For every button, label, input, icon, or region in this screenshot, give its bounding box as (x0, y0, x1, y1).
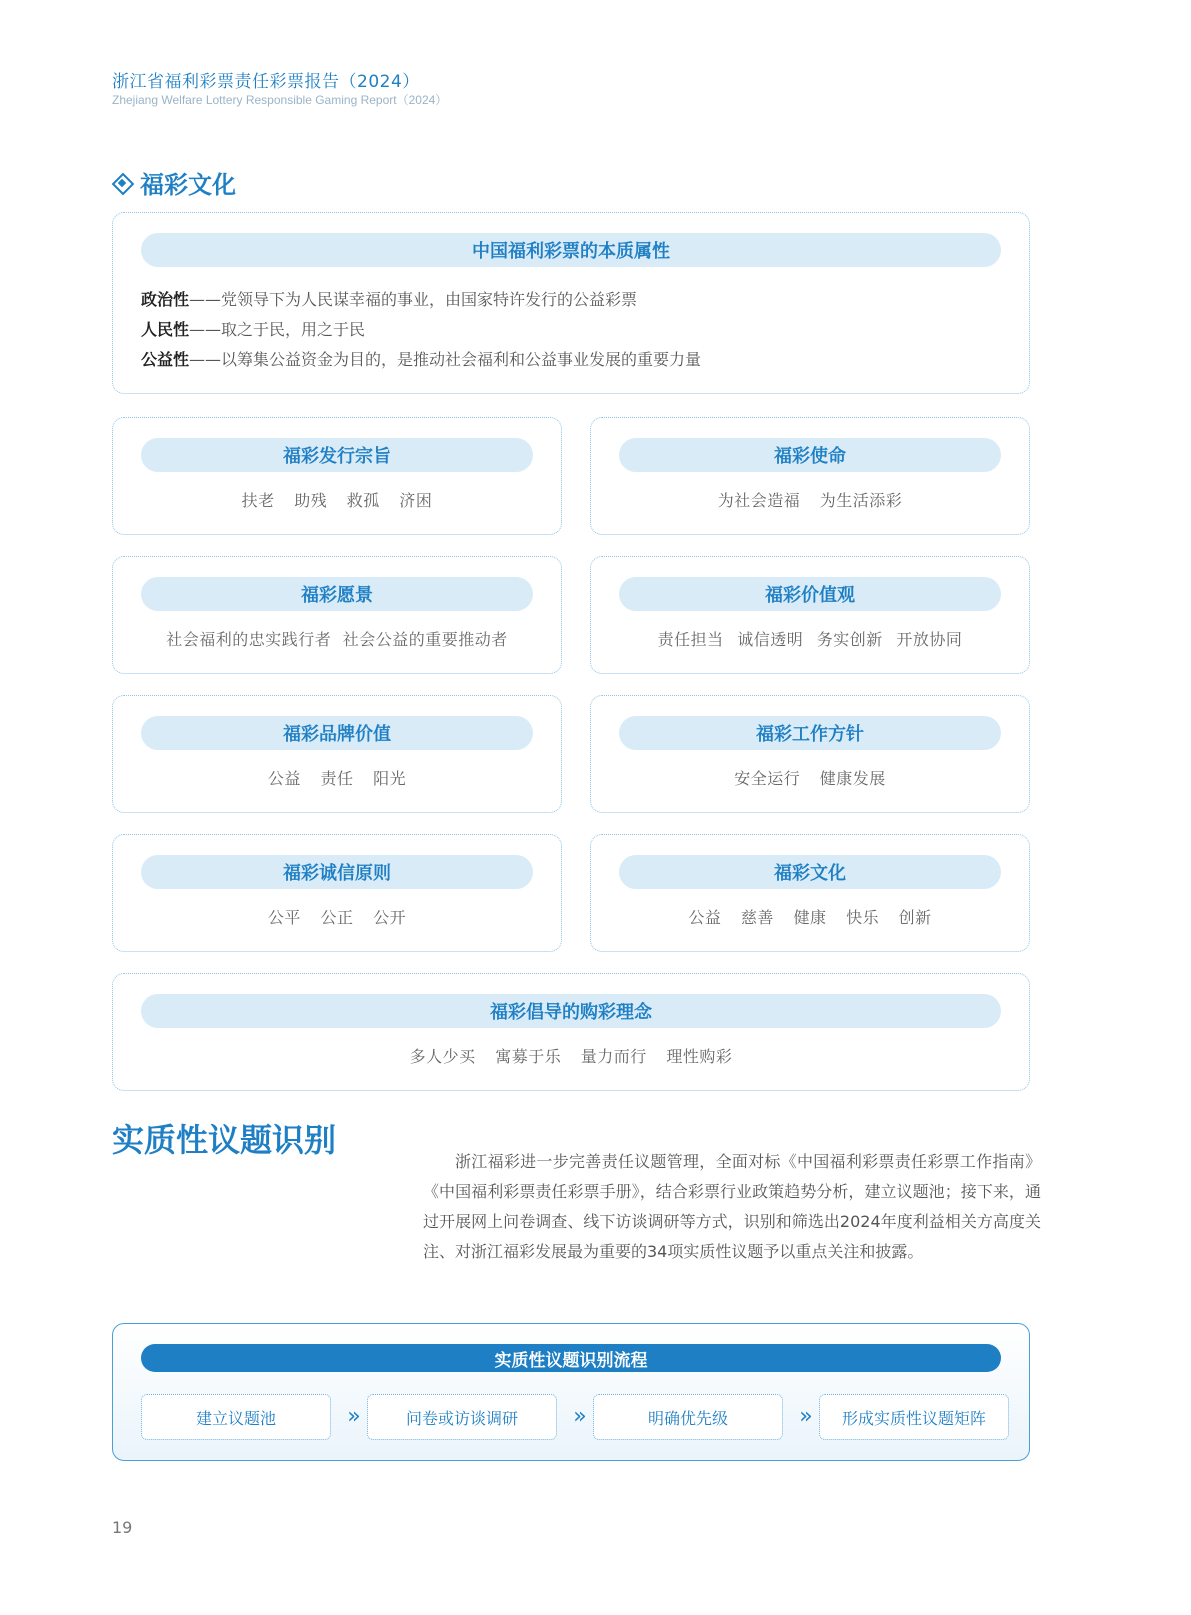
card-title: 福彩品牌价值 (141, 716, 533, 750)
double-chevron-right-icon: » (573, 1404, 587, 1429)
card-values (590, 556, 1030, 674)
report-title-en: Zhejiang Welfare Lottery Responsible Gaming Report（2024） (112, 93, 448, 107)
materiality-paragraph: 浙江福彩进一步完善责任议题管理，全面对标《中国福利彩票责任彩票工作指南》《中国福利彩票责任彩票手册》，结合彩票行业政策趋势分析，建立议题池；接下来，通过开展网上问卷调查、线下访谈调研等方式，识别和筛选出2024年度利益相关方高度关注、对浙江福彩发展最为重要的34项实质性议题予以重点关注和披露。 (423, 1152, 1041, 1261)
flow-step-1: 建立议题池 (141, 1394, 331, 1440)
flow-step-3: 明确优先级 (593, 1394, 783, 1440)
materiality-title: 实质性议题识别 (112, 1121, 337, 1159)
card-title: 福彩工作方针 (619, 716, 1001, 750)
double-chevron-right-icon: » (799, 1404, 813, 1429)
attribute-item (141, 315, 701, 345)
attributes-card-title: 中国福利彩票的本质属性 (141, 233, 1001, 267)
attribute-item (141, 345, 701, 375)
card-text: 多人少买 寓募于乐 量力而行 理性购彩 (409, 1047, 733, 1066)
card-title: 福彩愿景 (141, 577, 533, 611)
card-work-policy (590, 695, 1030, 813)
materiality-flow (112, 1323, 1030, 1461)
attribute-item (141, 285, 701, 315)
card-text: 公平 公正 公开 (267, 908, 407, 927)
card-title: 福彩文化 (619, 855, 1001, 889)
flow-title: 实质性议题识别流程 (141, 1344, 1001, 1372)
card-title: 福彩使命 (619, 438, 1001, 472)
card-title: 福彩诚信原则 (141, 855, 533, 889)
diamond-icon (112, 173, 132, 193)
card-purchase-concept (112, 973, 1030, 1091)
card-issuance-purpose (112, 417, 562, 535)
card-text: 公益 慈善 健康 快乐 创新 (688, 908, 932, 927)
double-chevron-right-icon: » (347, 1404, 361, 1429)
card-text: 安全运行 健康发展 (734, 769, 886, 788)
attribute-term: 公益性 (141, 350, 190, 369)
attribute-term: 人民性 (141, 320, 190, 339)
card-text: 责任担当 诚信透明 务实创新 开放协同 (657, 630, 963, 649)
card-brand-value (112, 695, 562, 813)
card-text: 扶老 助残 救孤 济困 (241, 491, 433, 510)
card-mission (590, 417, 1030, 535)
attribute-desc: ——以筹集公益资金为目的，是推动社会福利和公益事业发展的重要力量 (189, 350, 702, 369)
card-text: 为社会造福 为生活添彩 (717, 491, 903, 510)
flow-step-2: 问卷或访谈调研 (367, 1394, 557, 1440)
card-title: 福彩价值观 (619, 577, 1001, 611)
card-title: 福彩倡导的购彩理念 (141, 994, 1001, 1028)
card-title: 福彩发行宗旨 (141, 438, 533, 472)
card-culture (590, 834, 1030, 952)
flow-step-4: 形成实质性议题矩阵 (819, 1394, 1009, 1440)
section-heading-text: 福彩文化 (140, 171, 236, 199)
card-integrity (112, 834, 562, 952)
card-text: 公益 责任 阳光 (267, 769, 407, 788)
attribute-term: 政治性 (141, 290, 190, 309)
card-text: 社会福利的忠实践行者 社会公益的重要推动者 (166, 630, 508, 649)
card-vision (112, 556, 562, 674)
attribute-desc: ——取之于民，用之于民 (189, 320, 366, 339)
page-number: 19 (112, 1518, 133, 1537)
report-title-cn: 浙江省福利彩票责任彩票报告（2024） (112, 72, 420, 92)
attribute-desc: ——党领导下为人民谋幸福的事业，由国家特许发行的公益彩票 (189, 290, 638, 309)
attributes-list (141, 285, 701, 375)
section-heading (112, 165, 236, 200)
attributes-card (112, 212, 1030, 394)
